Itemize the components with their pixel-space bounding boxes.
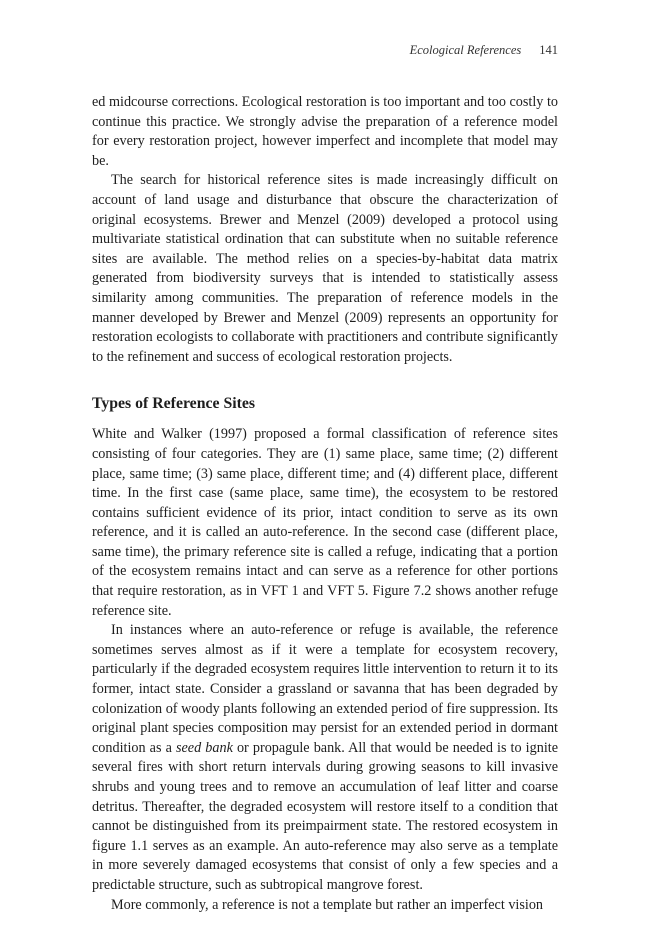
- running-head-title: Ecological References: [409, 43, 522, 57]
- body-text: [92, 93, 558, 915]
- paragraph-imperfect-vision: More commonly, a reference is not a template but rather an imperfect vision: [111, 896, 544, 913]
- page-number: 141: [539, 43, 558, 57]
- book-page: [92, 0, 558, 928]
- running-head: [410, 43, 558, 58]
- paragraph-auto-reference: [92, 621, 558, 895]
- paragraph-auto-reference-part2: or propagule bank. All that would be needed is to ignite several fires with short return intervals during growing seasons to kill invasive shrubs and young trees and to remove an accumulation of leaf litter and coarse detritus. Thereafter, the degraded ecosystem will restore itself to a condition that cannot be distinguished from its preimpairment state. The restored ecosystem in figure 1.1 serves as an example. An auto-reference may also serve as a template in more severely damaged ecosystems that consist of only a few species and a predictable structure, such as subtropical mangrove forest.: [92, 739, 558, 893]
- section-heading: Types of Reference Sites: [92, 395, 256, 413]
- paragraph-historical-reference-sites: The search for historical reference sites is made increasingly difficult on account of land usage and disturbance that obscure the characterization of original ecosystems. Brewer and Menzel (2009) developed a protocol using multivariate statistical ordination that can substitute when no suitable reference sites are available. The method relies on a species-by-habitat data matrix generated from biodiversity surveys that is intended to statistically assess similarity among communities. The preparation of reference models in the manner developed by Brewer and Menzel (2009) represents an opportunity for restoration ecologists to collaborate with practitioners and contribute significantly to the refinement and success of ecological restoration projects.: [92, 172, 558, 365]
- paragraph-classification: White and Walker (1997) proposed a formal classification of reference sites consisting of four categories. They are (1) same place, same time; (2) different place, same time; (3) same place, different time; and (4) different place, different time. In the first case (same place, same time), the ecosystem to be restored contains sufficient evidence of its prior, intact condition to serve as its own reference, and it is called an auto-reference. In the second case (different place, same time), the primary reference site is called a refuge, indicating that a portion of the ecosystem remains intact and can serve as a reference for other portions that require restoration, as in VFT 1 and VFT 5. Figure 7.2 shows another refuge reference site.: [92, 426, 558, 619]
- paragraph-continuation: ed midcourse corrections. Ecological restoration is too important and too costly to continue this practice. We strongly advise the preparation of a reference model for every restoration project, however imperfect and incomplete that model may be.: [92, 94, 558, 169]
- paragraph-auto-reference-part1: In instances where an auto-reference or refuge is available, the reference sometimes serves almost as if it were a template for ecosystem recovery, particularly if the degraded ecosystem requires little intervention to return it to its former, intact state. Consider a grassland or savanna that has been degraded by colonization of woody plants following an extended period of fire suppression. Its original plant species composition may persist for an extended period in dormant condition as a: [92, 622, 558, 756]
- seed-bank-term: seed bank: [175, 739, 233, 756]
